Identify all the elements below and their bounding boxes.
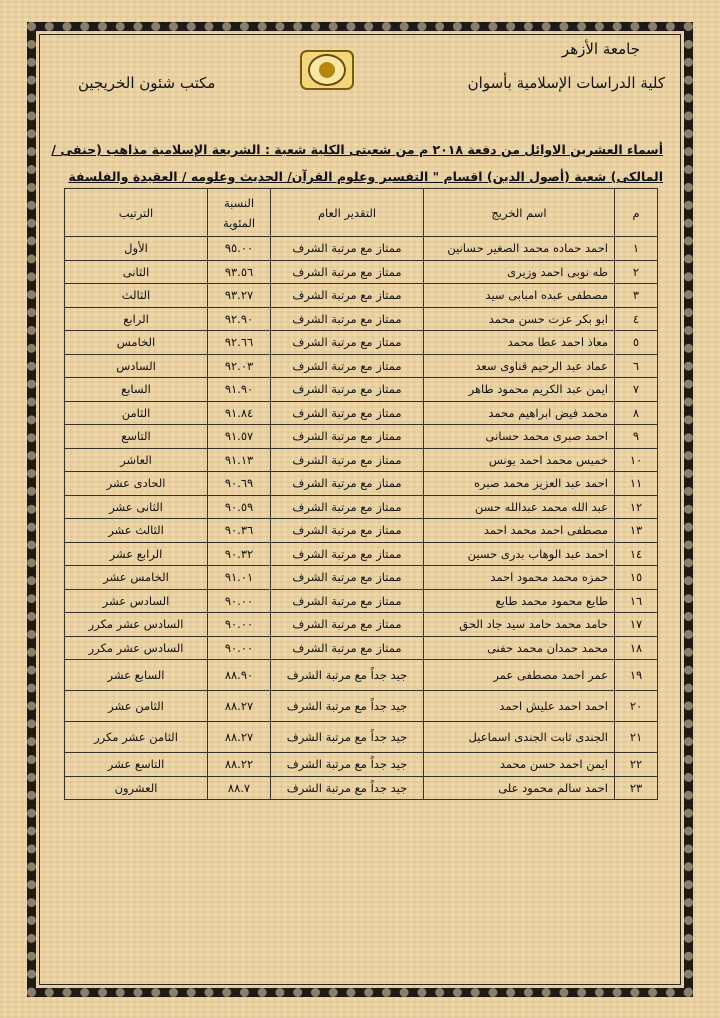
row-num: ٩: [615, 425, 658, 449]
row-num: ٥: [615, 331, 658, 355]
row-percent: ٩٢.٩٠: [208, 307, 271, 331]
row-num: ٣: [615, 284, 658, 308]
university-logo: [300, 50, 354, 90]
row-name: احمد احمد عليش احمد: [424, 691, 615, 722]
row-name: حامد محمد حامد سيد جاد الحق: [424, 613, 615, 637]
row-grade: ممتاز مع مرتبة الشرف: [271, 472, 424, 496]
row-grade: ممتاز مع مرتبة الشرف: [271, 519, 424, 543]
row-rank: الثالث عشر: [65, 519, 208, 543]
row-name: عمر احمد مصطفى عمر: [424, 660, 615, 691]
table-row: [65, 776, 658, 800]
table-row: [65, 722, 658, 753]
row-percent: ٩٠.٣٦: [208, 519, 271, 543]
row-grade: ممتاز مع مرتبة الشرف: [271, 566, 424, 590]
row-percent: ٩٢.٦٦: [208, 331, 271, 355]
row-name: عماد عبد الرحيم قناوى سعد: [424, 354, 615, 378]
table-row: [65, 401, 658, 425]
row-rank: الرابع عشر: [65, 542, 208, 566]
row-grade: ممتاز مع مرتبة الشرف: [271, 237, 424, 261]
row-grade: جيد جداً مع مرتبة الشرف: [271, 722, 424, 753]
table-row: [65, 566, 658, 590]
row-rank: العاشر: [65, 448, 208, 472]
row-num: ١٠: [615, 448, 658, 472]
university-name: جامعة الأزهر: [561, 40, 640, 58]
row-name: احمد عبد الوهاب بدرى حسين: [424, 542, 615, 566]
table-row: [65, 636, 658, 660]
table-row: [65, 753, 658, 777]
row-rank: الخامس عشر: [65, 566, 208, 590]
row-name: خميس محمد احمد يونس: [424, 448, 615, 472]
header-grade: التقدير العام: [271, 189, 424, 237]
row-name: ابو بكر عزت حسن محمد: [424, 307, 615, 331]
row-percent: ٩١.٠١: [208, 566, 271, 590]
intro-line-2: المالكى) شعبة (أصول الدين) اقسام " التفسير وعلوم القرآن/ الحديث وعلومه / العقيدة والفلسفة: [68, 169, 663, 184]
row-grade: ممتاز مع مرتبة الشرف: [271, 331, 424, 355]
logo-emblem: [319, 62, 335, 78]
row-num: ١٢: [615, 495, 658, 519]
table-row: [65, 691, 658, 722]
faculty-name: كلية الدراسات الإسلامية بأسوان: [467, 74, 665, 92]
row-grade: ممتاز مع مرتبة الشرف: [271, 589, 424, 613]
header-percent: النسبة المئوية: [208, 189, 271, 237]
row-rank: الثامن: [65, 401, 208, 425]
row-grade: جيد جداً مع مرتبة الشرف: [271, 691, 424, 722]
row-percent: ٨٨.٩٠: [208, 660, 271, 691]
header-num: م: [615, 189, 658, 237]
row-percent: ٩١.٥٧: [208, 425, 271, 449]
row-name: محمد فيض ابراهيم محمد: [424, 401, 615, 425]
table-row: [65, 448, 658, 472]
row-name: طايع محمود محمد طايع: [424, 589, 615, 613]
row-num: ١: [615, 237, 658, 261]
row-num: ٢٠: [615, 691, 658, 722]
table-row: [65, 331, 658, 355]
row-grade: ممتاز مع مرتبة الشرف: [271, 307, 424, 331]
row-grade: جيد جداً مع مرتبة الشرف: [271, 776, 424, 800]
row-rank: السابع عشر: [65, 660, 208, 691]
row-percent: ٨٨.٢٧: [208, 722, 271, 753]
row-name: احمد عبد العزيز محمد صبره: [424, 472, 615, 496]
row-num: ١٦: [615, 589, 658, 613]
intro-line-1: أسماء العشرين الاوائل من دفعة ٢٠١٨ م من شعبتى الكلية شعبة : الشريعة الإسلامية مذاهب (حنفى /: [51, 142, 663, 157]
row-percent: ٩٣.٢٧: [208, 284, 271, 308]
row-rank: التاسع: [65, 425, 208, 449]
row-num: ٢٣: [615, 776, 658, 800]
row-name: طه نوبى احمد وزيرى: [424, 260, 615, 284]
row-rank: السادس عشر: [65, 589, 208, 613]
row-percent: ٩٠.٠٠: [208, 613, 271, 637]
graduates-table: [64, 188, 658, 800]
row-grade: ممتاز مع مرتبة الشرف: [271, 260, 424, 284]
row-name: عبد الله محمد عبدالله حسن: [424, 495, 615, 519]
row-percent: ٩٣.٥٦: [208, 260, 271, 284]
header-name: اسم الخريج: [424, 189, 615, 237]
row-num: ١١: [615, 472, 658, 496]
table-row: [65, 307, 658, 331]
row-name: ايمن احمد حسن محمد: [424, 753, 615, 777]
row-name: حمزه محمد محمود احمد: [424, 566, 615, 590]
row-name: مصطفى احمد محمد احمد: [424, 519, 615, 543]
row-rank: الثانى عشر: [65, 495, 208, 519]
row-rank: السادس عشر مكرر: [65, 613, 208, 637]
row-name: محمد حمدان محمد حفنى: [424, 636, 615, 660]
row-rank: الأول: [65, 237, 208, 261]
row-rank: التاسع عشر: [65, 753, 208, 777]
intro-text: [43, 136, 663, 190]
row-grade: ممتاز مع مرتبة الشرف: [271, 401, 424, 425]
row-name: ايمن عبد الكريم محمود طاهر: [424, 378, 615, 402]
row-num: ١٩: [615, 660, 658, 691]
table-row: [65, 378, 658, 402]
row-num: ٧: [615, 378, 658, 402]
table-row: [65, 284, 658, 308]
row-num: ٨: [615, 401, 658, 425]
row-grade: جيد جداً مع مرتبة الشرف: [271, 660, 424, 691]
table-row: [65, 425, 658, 449]
table-row: [65, 260, 658, 284]
row-percent: ٩٠.٦٩: [208, 472, 271, 496]
row-grade: ممتاز مع مرتبة الشرف: [271, 613, 424, 637]
row-name: احمد حماده محمد الصغير حسانين: [424, 237, 615, 261]
row-rank: السابع: [65, 378, 208, 402]
row-num: ١٨: [615, 636, 658, 660]
row-rank: الثانى: [65, 260, 208, 284]
row-name: معاذ احمد عطا محمد: [424, 331, 615, 355]
table-row: [65, 237, 658, 261]
row-percent: ٩٢.٠٣: [208, 354, 271, 378]
row-grade: ممتاز مع مرتبة الشرف: [271, 542, 424, 566]
row-grade: ممتاز مع مرتبة الشرف: [271, 425, 424, 449]
table-row: [65, 519, 658, 543]
row-percent: ٩١.٩٠: [208, 378, 271, 402]
row-percent: ٨٨.٧: [208, 776, 271, 800]
table-row: [65, 472, 658, 496]
row-rank: العشرون: [65, 776, 208, 800]
office-name: مكتب شئون الخريجين: [78, 74, 216, 92]
row-percent: ٩٠.٥٩: [208, 495, 271, 519]
row-rank: الخامس: [65, 331, 208, 355]
row-percent: ٩١.٨٤: [208, 401, 271, 425]
row-rank: الثامن عشر مكرر: [65, 722, 208, 753]
row-name: احمد صبرى محمد حسانى: [424, 425, 615, 449]
row-rank: الثالث: [65, 284, 208, 308]
row-percent: ٩١.١٣: [208, 448, 271, 472]
row-rank: الحادى عشر: [65, 472, 208, 496]
row-grade: ممتاز مع مرتبة الشرف: [271, 284, 424, 308]
row-num: ١٤: [615, 542, 658, 566]
row-num: ٢: [615, 260, 658, 284]
row-num: ١٥: [615, 566, 658, 590]
row-percent: ٨٨.٢٢: [208, 753, 271, 777]
table-row: [65, 660, 658, 691]
row-grade: ممتاز مع مرتبة الشرف: [271, 448, 424, 472]
row-num: ١٧: [615, 613, 658, 637]
row-percent: ٩٠.٠٠: [208, 636, 271, 660]
table-header-row: [65, 189, 658, 237]
row-num: ٦: [615, 354, 658, 378]
row-num: ١٣: [615, 519, 658, 543]
table-row: [65, 613, 658, 637]
row-percent: ٩٥.٠٠: [208, 237, 271, 261]
row-num: ٤: [615, 307, 658, 331]
row-grade: جيد جداً مع مرتبة الشرف: [271, 753, 424, 777]
header-rank: الترتيب: [65, 189, 208, 237]
row-rank: الثامن عشر: [65, 691, 208, 722]
row-percent: ٩٠.٣٢: [208, 542, 271, 566]
row-name: الجندى ثابت الجندى اسماعيل: [424, 722, 615, 753]
row-rank: السادس عشر مكرر: [65, 636, 208, 660]
row-percent: ٨٨.٢٧: [208, 691, 271, 722]
row-grade: ممتاز مع مرتبة الشرف: [271, 495, 424, 519]
row-num: ٢٢: [615, 753, 658, 777]
row-percent: ٩٠.٠٠: [208, 589, 271, 613]
row-num: ٢١: [615, 722, 658, 753]
table-row: [65, 495, 658, 519]
row-grade: ممتاز مع مرتبة الشرف: [271, 378, 424, 402]
table-row: [65, 589, 658, 613]
row-name: مصطفى عبده امبابى سيد: [424, 284, 615, 308]
table-row: [65, 542, 658, 566]
row-rank: الرابع: [65, 307, 208, 331]
row-grade: ممتاز مع مرتبة الشرف: [271, 354, 424, 378]
row-rank: السادس: [65, 354, 208, 378]
row-name: احمد سالم محمود على: [424, 776, 615, 800]
row-grade: ممتاز مع مرتبة الشرف: [271, 636, 424, 660]
table-row: [65, 354, 658, 378]
